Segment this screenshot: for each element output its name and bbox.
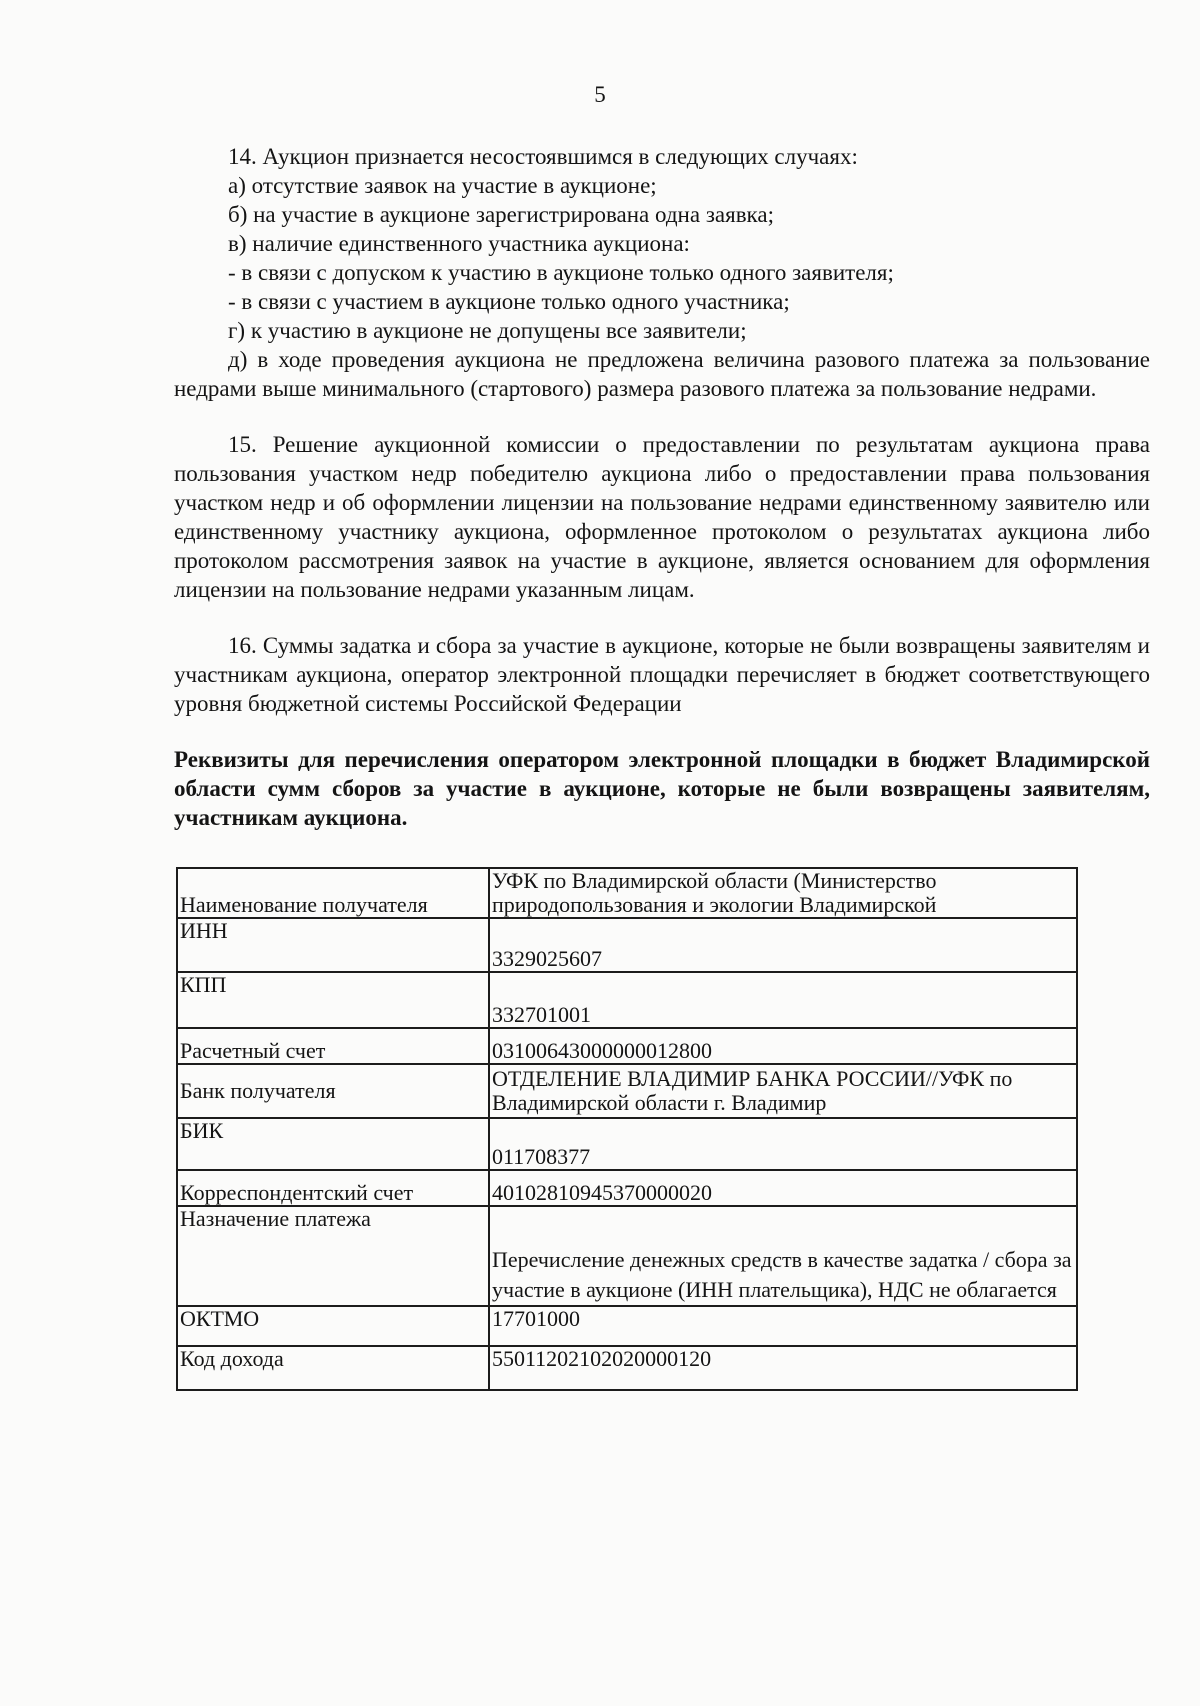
section-14-item-b: б) на участие в аукционе зарегистрирована одна заявка; bbox=[228, 202, 774, 227]
row-label-inn: ИНН bbox=[177, 918, 489, 972]
table-row bbox=[177, 1028, 1077, 1064]
row-label-kpp: КПП bbox=[177, 972, 489, 1028]
section-14-item-dash-2: - в связи с участием в аукционе только одного участника; bbox=[228, 289, 790, 314]
row-value-inn: 3329025607 bbox=[489, 918, 1077, 972]
page-number: 5 bbox=[594, 82, 606, 107]
section-14-item-d: д) в ходе проведения аукциона не предложена величина разового платежа за пользование недрами выше минимального (стартового) размера разового платежа за пользование недрами. bbox=[174, 347, 1150, 401]
table-row bbox=[177, 972, 1077, 1028]
section-14-item-g: г) к участию в аукционе не допущены все заявители; bbox=[228, 318, 747, 343]
table-row bbox=[177, 1306, 1077, 1346]
table-row bbox=[177, 1206, 1077, 1306]
row-label-corr-account: Корреспондентский счет bbox=[177, 1170, 489, 1206]
row-value-corr-account: 40102810945370000020 bbox=[489, 1170, 1077, 1206]
row-value-purpose: Перечисление денежных средств в качестве задатка / сбора за участие в аукционе (ИНН плательщика), НДС не облагается bbox=[489, 1206, 1077, 1306]
table-row bbox=[177, 918, 1077, 972]
row-label-bik: БИК bbox=[177, 1118, 489, 1170]
row-label-oktmo: ОКТМО bbox=[177, 1306, 489, 1346]
section-14-item-dash-1: - в связи с допуском к участию в аукционе только одного заявителя; bbox=[228, 260, 894, 285]
row-label-recipient: Наименование получателя bbox=[177, 868, 489, 918]
section-14-item-a: а) отсутствие заявок на участие в аукционе; bbox=[228, 173, 657, 198]
row-label-purpose: Назначение платежа bbox=[177, 1206, 489, 1306]
row-value-oktmo: 17701000 bbox=[489, 1306, 1077, 1346]
section-14-heading: 14. Аукцион признается несостоявшимся в следующих случаях: bbox=[228, 144, 858, 169]
requisites-table bbox=[176, 867, 1078, 1391]
row-value-recipient: УФК по Владимирской области (Министерство природопользования и экологии Владимирской bbox=[489, 868, 1077, 918]
row-label-account: Расчетный счет bbox=[177, 1028, 489, 1064]
document-body bbox=[174, 142, 1150, 832]
table-row bbox=[177, 1064, 1077, 1118]
requisites-heading: Реквизиты для перечисления оператором электронной площадки в бюджет Владимирской области сумм сборов за участие в аукционе, которые не были возвращены заявителям, участникам аукциона. bbox=[174, 747, 1150, 830]
table-row bbox=[177, 868, 1077, 918]
section-14-item-v: в) наличие единственного участника аукциона: bbox=[228, 231, 690, 256]
row-value-account: 03100643000000012800 bbox=[489, 1028, 1077, 1064]
row-value-bank: ОТДЕЛЕНИЕ ВЛАДИМИР БАНКА РОССИИ//УФК по Владимирской области г. Владимир bbox=[489, 1064, 1077, 1118]
row-value-kpp: 332701001 bbox=[489, 972, 1077, 1028]
row-label-income-code: Код дохода bbox=[177, 1346, 489, 1390]
row-value-bik: 011708377 bbox=[489, 1118, 1077, 1170]
section-15-paragraph: 15. Решение аукционной комиссии о предоставлении по результатам аукциона права пользования участком недр победителю аукциона либо о предоставлении права пользования участком недр и об оформлении лицензии на пользование недрами единственному заявителю или единственному участнику аукциона, оформленное протоколом о результатах аукциона либо протоколом рассмотрения заявок на участие в аукционе, является основанием для оформления лицензии на пользование недрами указанным лицам. bbox=[174, 432, 1150, 602]
table-row bbox=[177, 1170, 1077, 1206]
row-value-income-code: 55011202102020000120 bbox=[489, 1346, 1077, 1390]
table-row bbox=[177, 1118, 1077, 1170]
section-16-paragraph: 16. Суммы задатка и сбора за участие в аукционе, которые не были возвращены заявителям и участникам аукциона, оператор электронной площадки перечисляет в бюджет соответствующего уровня бюджетной системы Российской Федерации bbox=[174, 633, 1150, 716]
row-label-bank: Банк получателя bbox=[177, 1064, 489, 1118]
table-row bbox=[177, 1346, 1077, 1390]
